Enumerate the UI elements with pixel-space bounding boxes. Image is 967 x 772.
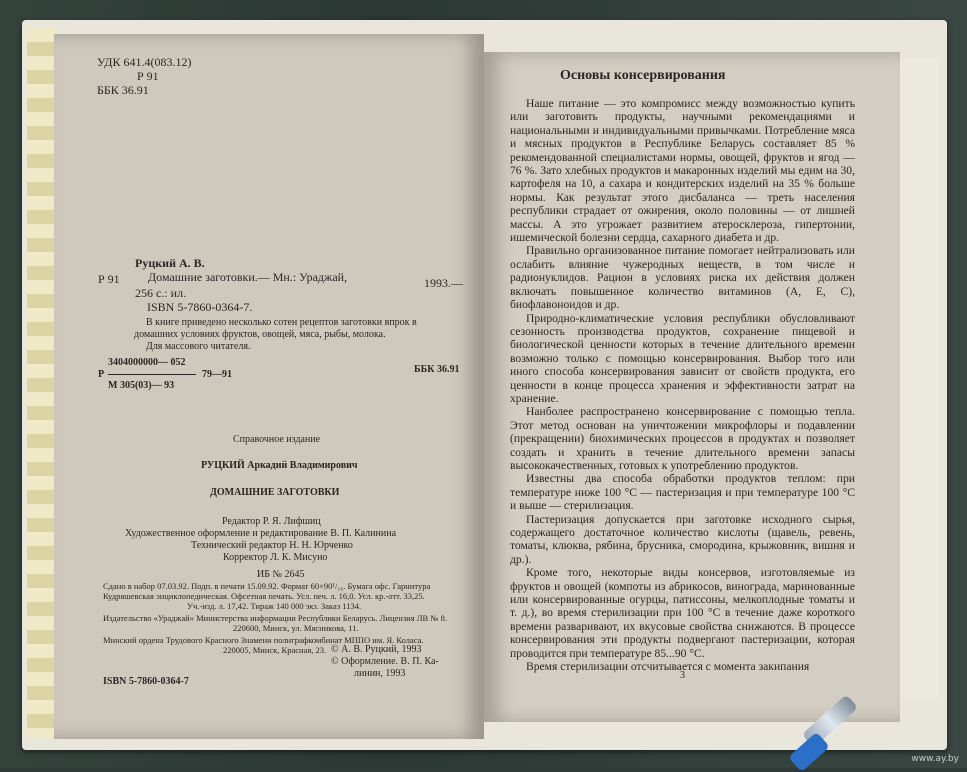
body-text: [510, 97, 855, 673]
imprint-line-2: Кудряшевская энциклопедическая. Офсетная печать. Усл. печ. л. 16,0. Усл. кр.-отт. 33,25.: [103, 591, 425, 601]
imprint-line-7: 220005, Минск, Красная, 23.: [223, 645, 327, 655]
paragraph: Наше питание — это компромисс между возможностью купить или заготовить продукты, научными рекомендациями и национальными и индивидуальными привычками. Потребление мяса и мясных продуктов в Республике Беларусь составляет 85 % рекомендованной специалистами нормы, овощей, фруктов и ягод — 76 %. Зато хлебных продуктов и макаронных изделий мы едим на 30, картофеля на 10, а сахара и кондитерских изделий на 35 % больше нормы. Как результат этого дисбаланса — треть населения республики страдает от ожирения, около половины — от лишней массы. А это угрожает развитием атеросклероза, гипертонии, ишемической болезни сердца, сахарного диабета и др.: [510, 97, 855, 245]
bbk-code: ББК 36.91: [97, 83, 149, 97]
index-r: Р 91: [137, 69, 159, 83]
page-number: 3: [680, 670, 685, 681]
paragraph: Правильно организованное питание помогает нейтрализовать или ослабить влияние чужеродных веществ, в том числе и радионуклидов. Рацион в условиях риска их действия должен включать повышенное количество витаминов (А, Е, С), биофлавоноидов и др.: [510, 244, 855, 312]
cover-edge-pattern: [27, 28, 55, 738]
isbn-line: ISBN 5-7860-0364-7.: [147, 300, 253, 314]
reference-edition: Справочное издание: [233, 434, 321, 445]
udk-code: УДК 641.4(083.12): [97, 55, 192, 69]
shelf-mark: Р 91: [98, 272, 120, 286]
paragraph: Время стерилизации отсчитывается с момента закипания: [526, 660, 810, 674]
imprint-line-1: Сдано в набор 07.03.92. Подп. в печати 15.09.92. Формат 60×90¹/₁₆. Бумага офс. Гарнитура: [103, 581, 431, 591]
catalog-code-r: Р: [98, 369, 105, 380]
copyright-line-3: линин, 1993: [354, 668, 406, 679]
corrector-credit: Корректор Л. К. Мисуно: [223, 552, 328, 563]
annotation-line-3: Для массового читателя.: [146, 341, 251, 352]
fraction-line: [108, 374, 196, 375]
bbk-small: ББК 36.91: [414, 364, 460, 375]
imprint-line-6: Минский ордена Трудового Красного Знамени полиграфкомбинат МППО им. Я. Коласа.: [103, 635, 424, 645]
paragraph: Природно-климатические условия республики обусловливают сезонность производства продуктов, сохранение пищевой и биологической ценности которых в течение длительного времени возможно только с помощью консервирования. Выбор того или иного способа консервирования зависит от свойств продукта, его ценности в конце процесса хранения и эффективности затрат на хранение.: [510, 311, 855, 405]
copyright-line-1: © А. В. Руцкий, 1993: [331, 644, 422, 655]
ib-number: ИБ № 2645: [257, 569, 305, 580]
page-stack-edge: [900, 58, 938, 698]
annotation-line-2: домашних условиях фруктов, овощей, мяса, рыбы, молока.: [134, 329, 386, 340]
annotation-line-1: В книге приведено несколько сотен рецептов заготовки впрок в: [146, 317, 417, 328]
catalog-code-bottom: М 305(03)— 93: [108, 380, 175, 391]
title-line: Домашние заготовки.— Мн.: Ураджай,: [148, 270, 348, 284]
page-heading: Основы консервирования: [560, 68, 726, 83]
imprint-line-4: Издательство «Ураджай» Министерства информации Республики Беларусь. Лицензия ЛВ № 8.: [103, 613, 447, 623]
paragraph: Кроме того, некоторые виды консервов, изготовляемые из фруктов и овощей (компоты из абрикосов, винограда, маринованные или консервированные огурцы, патиссоны, мелкоплодные томаты и т. д.), во время стерилизации при 100 °С в течение даже короткого времени разваривают, их вкусовые свойства снижаются. В процессе консервирования эти продукты подвергают пастеризации, которая проводится при температуре 85...90 °С.: [510, 566, 855, 660]
catalog-code-top: 3404000000— 052: [108, 357, 186, 368]
imprint-line-3: Уч.-изд. л. 17,42. Тираж 140 000 экз. Заказ 1134.: [187, 601, 362, 611]
editor-credit: Редактор Р. Я. Лифшиц: [222, 516, 321, 527]
paragraph: Наиболее распространено консервирование с помощью тепла. Этот метод основан на уничтожении микрофлоры и подавлении (прекращении) биохимических процессов в продуктах и позволяет создать и хранить в течение длительного времени запасы высококачественных, готовых к употреблению продуктов.: [510, 405, 855, 472]
imprint-line-5: 220600, Минск, ул. Мясникова, 11.: [233, 623, 359, 633]
paragraph: Известны два способа обработки продуктов теплом: при температуре ниже 100 °С — пастеризация и при температуре 100 °С и выше — стерилизация.: [510, 472, 855, 513]
tech-editor-credit: Технический редактор Н. Н. Юрченко: [191, 540, 353, 551]
year: 1993.—: [424, 276, 463, 290]
art-editor-credit: Художественное оформление и редактирование В. П. Калинина: [125, 528, 397, 539]
author-name: Руцкий А. В.: [135, 256, 205, 270]
catalog-code-range: 79—91: [202, 369, 232, 380]
copyright-line-2: © Оформление. В. П. Ка-: [331, 656, 439, 667]
book-title: ДОМАШНИЕ ЗАГОТОВКИ: [210, 487, 340, 498]
page-count: 256 с.: ил.: [135, 286, 187, 300]
paragraph: Пастеризация допускается при заготовке исходного сырья, содержащего достаточное количество кислоты (щавель, ревень, томаты, клюква, рябина, брусника, смородина, крыжовник, вишня и др.).: [510, 512, 855, 566]
watermark: www.ay.by: [911, 754, 959, 764]
isbn-bottom: ISBN 5-7860-0364-7: [103, 676, 189, 687]
author-full-name: РУЦКИЙ Аркадий Владимирович: [201, 460, 358, 471]
